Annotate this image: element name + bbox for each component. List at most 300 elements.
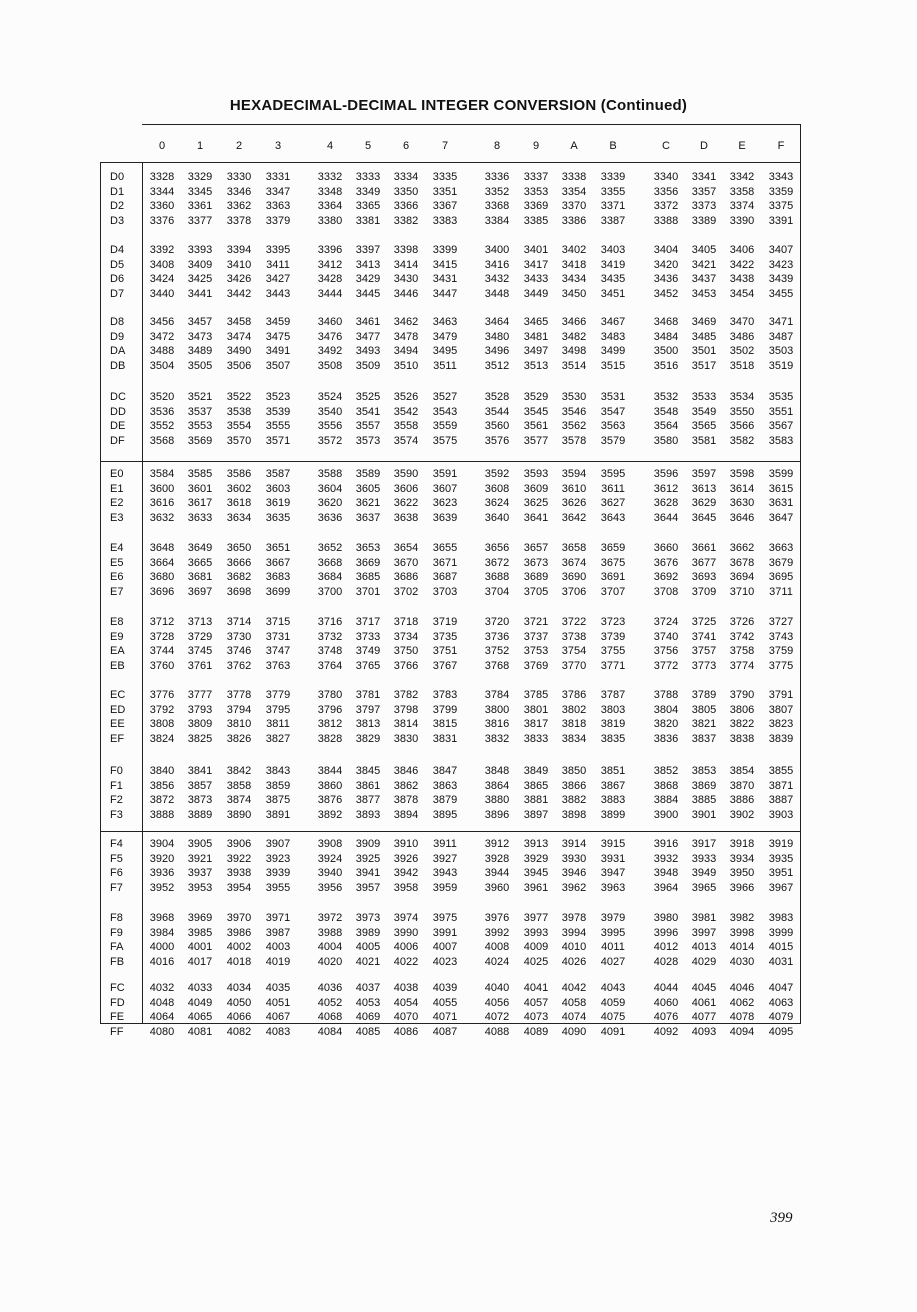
table-cell: 3882 xyxy=(561,794,587,807)
table-cell: 3421 xyxy=(691,258,717,271)
table-cell: 4037 xyxy=(355,982,381,994)
column-header: B xyxy=(609,140,617,152)
table-cell: 3768 xyxy=(484,659,510,672)
table-cell: 3518 xyxy=(729,359,755,372)
table-cell: 4094 xyxy=(729,1025,755,1038)
table-cell: 3924 xyxy=(317,852,343,865)
table-cell: 3342 xyxy=(729,171,755,183)
table-cell: 4049 xyxy=(187,996,213,1009)
table-cell: 3967 xyxy=(768,881,794,894)
table-cell: 3417 xyxy=(523,258,549,271)
table-cell: 3627 xyxy=(600,497,626,510)
table-cell: 3897 xyxy=(523,808,549,821)
table-cell: 3655 xyxy=(432,542,458,554)
table-cell: 3941 xyxy=(355,867,381,880)
table-cell: 3916 xyxy=(653,838,679,850)
table-cell: 3651 xyxy=(265,542,291,554)
table-cell: 3491 xyxy=(265,345,291,358)
table-cell: 3541 xyxy=(355,405,381,418)
table-cell: 4068 xyxy=(317,1011,343,1024)
table-cell: 3947 xyxy=(600,867,626,880)
table-cell: 3451 xyxy=(600,287,626,300)
table-cell: 3837 xyxy=(691,732,717,745)
table-cell: 4020 xyxy=(317,955,343,968)
table-cell: 3382 xyxy=(393,214,419,227)
table-cell: 4093 xyxy=(691,1025,717,1038)
table-cell: 3467 xyxy=(600,316,626,328)
table-cell: 3884 xyxy=(653,794,679,807)
table-cell: 3705 xyxy=(523,585,549,598)
table-cell: 4023 xyxy=(432,955,458,968)
table-cell: 3702 xyxy=(393,585,419,598)
table-cell: 3783 xyxy=(432,689,458,701)
table-cell: 3948 xyxy=(653,867,679,880)
table-cell: 3753 xyxy=(523,645,549,658)
table-cell: 3335 xyxy=(432,171,458,183)
table-cell: 3506 xyxy=(226,359,252,372)
table-cell: 3738 xyxy=(561,630,587,643)
table-cell: 3733 xyxy=(355,630,381,643)
conversion-table xyxy=(100,124,801,1038)
table-cell: 3863 xyxy=(432,779,458,792)
table-cell: 3888 xyxy=(149,808,175,821)
table-cell: 3621 xyxy=(355,497,381,510)
table-cell: 3465 xyxy=(523,316,549,328)
table-cell: 3524 xyxy=(317,391,343,403)
table-cell: 3644 xyxy=(653,511,679,524)
row-label: D8 xyxy=(110,316,125,328)
table-cell: 4046 xyxy=(729,982,755,994)
table-cell: 3463 xyxy=(432,316,458,328)
table-cell: 3587 xyxy=(265,468,291,480)
table-cell: 3806 xyxy=(729,703,755,716)
row-label: EB xyxy=(110,659,125,672)
table-cell: 3899 xyxy=(600,808,626,821)
table-cell: 3777 xyxy=(187,689,213,701)
table-cell: 3693 xyxy=(691,571,717,584)
row-label: E1 xyxy=(110,482,124,495)
table-cell: 3442 xyxy=(226,287,252,300)
table-cell: 3352 xyxy=(484,185,510,198)
column-header: 3 xyxy=(274,140,282,152)
table-cell: 3647 xyxy=(768,511,794,524)
table-cell: 3939 xyxy=(265,867,291,880)
table-cell: 4012 xyxy=(653,941,679,954)
table-cell: 3481 xyxy=(523,330,549,343)
table-cell: 3876 xyxy=(317,794,343,807)
table-cell: 3704 xyxy=(484,585,510,598)
table-cell: 4076 xyxy=(653,1011,679,1024)
table-cell: 3648 xyxy=(149,542,175,554)
table-cell: 4058 xyxy=(561,996,587,1009)
row-label: FE xyxy=(110,1011,125,1024)
table-cell: 3649 xyxy=(187,542,213,554)
table-cell: 3959 xyxy=(432,881,458,894)
table-cell: 3423 xyxy=(768,258,794,271)
table-cell: 4062 xyxy=(729,996,755,1009)
table-cell: 3963 xyxy=(600,881,626,894)
table-cell: 3460 xyxy=(317,316,343,328)
table-cell: 3724 xyxy=(653,616,679,628)
table-cell: 3478 xyxy=(393,330,419,343)
row-label: F8 xyxy=(110,912,123,924)
table-cell: 3960 xyxy=(484,881,510,894)
row-label: E7 xyxy=(110,585,124,598)
table-cell: 3904 xyxy=(149,838,175,850)
table-cell: 3653 xyxy=(355,542,381,554)
table-cell: 3781 xyxy=(355,689,381,701)
table-cell: 4048 xyxy=(149,996,175,1009)
table-cell: 3456 xyxy=(149,316,175,328)
table-cell: 3714 xyxy=(226,616,252,628)
table-cell: 3436 xyxy=(653,273,679,286)
table-cell: 3742 xyxy=(729,630,755,643)
table-cell: 3572 xyxy=(317,434,343,447)
table-cell: 3984 xyxy=(149,926,175,939)
table-cell: 3450 xyxy=(561,287,587,300)
table-cell: 3672 xyxy=(484,556,510,569)
table-cell: 3358 xyxy=(729,185,755,198)
table-cell: 3336 xyxy=(484,171,510,183)
table-cell: 3765 xyxy=(355,659,381,672)
table-cell: 4038 xyxy=(393,982,419,994)
table-cell: 3875 xyxy=(265,794,291,807)
table-cell: 3855 xyxy=(768,765,794,777)
table-cell: 3408 xyxy=(149,258,175,271)
table-cell: 3515 xyxy=(600,359,626,372)
table-cell: 3458 xyxy=(226,316,252,328)
table-cell: 3367 xyxy=(432,200,458,213)
table-cell: 3799 xyxy=(432,703,458,716)
table-cell: 3555 xyxy=(265,420,291,433)
table-cell: 3599 xyxy=(768,468,794,480)
table-cell: 3614 xyxy=(729,482,755,495)
table-cell: 3438 xyxy=(729,273,755,286)
row-label: D0 xyxy=(110,171,125,183)
table-cell: 3547 xyxy=(600,405,626,418)
table-cell: 3578 xyxy=(561,434,587,447)
table-cell: 3913 xyxy=(523,838,549,850)
table-cell: 3483 xyxy=(600,330,626,343)
table-cell: 3520 xyxy=(149,391,175,403)
table-cell: 3432 xyxy=(484,273,510,286)
table-cell: 3734 xyxy=(393,630,419,643)
table-cell: 3903 xyxy=(768,808,794,821)
column-header: A xyxy=(570,140,578,152)
table-cell: 3814 xyxy=(393,718,419,731)
table-cell: 3559 xyxy=(432,420,458,433)
table-cell: 3871 xyxy=(768,779,794,792)
table-cell: 3409 xyxy=(187,258,213,271)
table-cell: 3668 xyxy=(317,556,343,569)
table-cell: 3759 xyxy=(768,645,794,658)
table-cell: 4004 xyxy=(317,941,343,954)
table-cell: 3588 xyxy=(317,468,343,480)
table-cell: 3961 xyxy=(523,881,549,894)
table-cell: 4055 xyxy=(432,996,458,1009)
table-cell: 3605 xyxy=(355,482,381,495)
table-cell: 3629 xyxy=(691,497,717,510)
table-cell: 3455 xyxy=(768,287,794,300)
table-cell: 3925 xyxy=(355,852,381,865)
table-cell: 3535 xyxy=(768,391,794,403)
table-cell: 3908 xyxy=(317,838,343,850)
table-cell: 3349 xyxy=(355,185,381,198)
table-cell: 3938 xyxy=(226,867,252,880)
table-cell: 3932 xyxy=(653,852,679,865)
table-cell: 3692 xyxy=(653,571,679,584)
table-cell: 3978 xyxy=(561,912,587,924)
table-cell: 4063 xyxy=(768,996,794,1009)
table-cell: 3379 xyxy=(265,214,291,227)
table-cell: 3441 xyxy=(187,287,213,300)
table-cell: 3989 xyxy=(355,926,381,939)
table-cell: 3883 xyxy=(600,794,626,807)
table-cell: 3810 xyxy=(226,718,252,731)
table-cell: 3901 xyxy=(691,808,717,821)
table-cell: 3911 xyxy=(433,838,457,850)
table-cell: 4000 xyxy=(149,941,175,954)
table-cell: 4031 xyxy=(768,955,794,968)
table-cell: 3909 xyxy=(355,838,381,850)
row-label: D4 xyxy=(110,244,125,256)
table-cell: 3539 xyxy=(265,405,291,418)
table-cell: 3803 xyxy=(600,703,626,716)
table-cell: 3723 xyxy=(600,616,626,628)
table-cell: 3372 xyxy=(653,200,679,213)
table-cell: 4009 xyxy=(523,941,549,954)
table-cell: 3869 xyxy=(691,779,717,792)
table-cell: 3758 xyxy=(729,645,755,658)
column-header: 5 xyxy=(364,140,372,152)
table-cell: 3331 xyxy=(265,171,291,183)
row-label: D5 xyxy=(110,258,125,271)
column-header: 9 xyxy=(532,140,540,152)
row-label: F7 xyxy=(110,881,123,894)
table-cell: 3544 xyxy=(484,405,510,418)
table-cell: 3499 xyxy=(600,345,626,358)
table-cell: 3787 xyxy=(600,689,626,701)
table-cell: 4077 xyxy=(691,1011,717,1024)
table-cell: 3659 xyxy=(600,542,626,554)
table-cell: 3763 xyxy=(265,659,291,672)
table-cell: 3845 xyxy=(355,765,381,777)
table-cell: 3593 xyxy=(523,468,549,480)
table-cell: 3334 xyxy=(393,171,419,183)
column-header: 4 xyxy=(326,140,334,152)
row-label: DE xyxy=(110,420,126,433)
column-header: 2 xyxy=(235,140,243,152)
table-cell: 4005 xyxy=(355,941,381,954)
table-cell: 3464 xyxy=(484,316,510,328)
table-cell: 3646 xyxy=(729,511,755,524)
row-label: F6 xyxy=(110,867,123,880)
table-cell: 3472 xyxy=(149,330,175,343)
table-cell: 4091 xyxy=(600,1025,626,1038)
table-cell: 3818 xyxy=(561,718,587,731)
table-cell: 3636 xyxy=(317,511,343,524)
table-cell: 3470 xyxy=(729,316,755,328)
table-cell: 4085 xyxy=(355,1025,381,1038)
table-cell: 3488 xyxy=(149,345,175,358)
table-cell: 4069 xyxy=(355,1011,381,1024)
table-cell: 3497 xyxy=(523,345,549,358)
table-cell: 3625 xyxy=(523,497,549,510)
table-cell: 3401 xyxy=(523,244,549,256)
table-cell: 3749 xyxy=(355,645,381,658)
table-cell: 3398 xyxy=(393,244,419,256)
table-cell: 3641 xyxy=(523,511,549,524)
table-cell: 3962 xyxy=(561,881,587,894)
table-cell: 4075 xyxy=(600,1011,626,1024)
table-cell: 3484 xyxy=(653,330,679,343)
table-cell: 3832 xyxy=(484,732,510,745)
table-cell: 3618 xyxy=(226,497,252,510)
table-cell: 3434 xyxy=(561,273,587,286)
table-cell: 4018 xyxy=(226,955,252,968)
table-cell: 3816 xyxy=(484,718,510,731)
row-label: F1 xyxy=(110,779,123,792)
table-cell: 3804 xyxy=(653,703,679,716)
table-cell: 3807 xyxy=(768,703,794,716)
table-cell: 3735 xyxy=(432,630,458,643)
table-cell: 3949 xyxy=(691,867,717,880)
table-cell: 3453 xyxy=(691,287,717,300)
table-cell: 3396 xyxy=(317,244,343,256)
table-cell: 3480 xyxy=(484,330,510,343)
table-cell: 3751 xyxy=(432,645,458,658)
table-cell: 3891 xyxy=(265,808,291,821)
table-cell: 3422 xyxy=(729,258,755,271)
table-cell: 3523 xyxy=(265,391,291,403)
table-cell: 4071 xyxy=(432,1011,458,1024)
table-cell: 4029 xyxy=(691,955,717,968)
table-cell: 3784 xyxy=(484,689,510,701)
table-cell: 3839 xyxy=(768,732,794,745)
table-cell: 3546 xyxy=(561,405,587,418)
table-cell: 3416 xyxy=(484,258,510,271)
table-cell: 4011 xyxy=(601,941,625,954)
table-cell: 3885 xyxy=(691,794,717,807)
table-cell: 3677 xyxy=(691,556,717,569)
table-cell: 3719 xyxy=(432,616,458,628)
table-cell: 3889 xyxy=(187,808,213,821)
table-cell: 4056 xyxy=(484,996,510,1009)
table-cell: 3789 xyxy=(691,689,717,701)
table-cell: 3772 xyxy=(653,659,679,672)
table-cell: 3609 xyxy=(523,482,549,495)
table-cell: 3862 xyxy=(393,779,419,792)
table-cell: 3433 xyxy=(523,273,549,286)
table-cell: 3577 xyxy=(523,434,549,447)
table-cell: 3591 xyxy=(432,468,458,480)
table-cell: 3526 xyxy=(393,391,419,403)
table-cell: 4043 xyxy=(600,982,626,994)
table-cell: 4092 xyxy=(653,1025,679,1038)
table-cell: 3985 xyxy=(187,926,213,939)
table-cell: 3530 xyxy=(561,391,587,403)
table-cell: 3542 xyxy=(393,405,419,418)
table-cell: 3983 xyxy=(768,912,794,924)
table-cell: 3808 xyxy=(149,718,175,731)
row-label: DC xyxy=(110,391,126,403)
table-cell: 3812 xyxy=(317,718,343,731)
table-cell: 4002 xyxy=(226,941,252,954)
table-cell: 3827 xyxy=(265,732,291,745)
table-cell: 3950 xyxy=(729,867,755,880)
table-cell: 3381 xyxy=(355,214,381,227)
row-label: D9 xyxy=(110,330,125,343)
table-cell: 3696 xyxy=(149,585,175,598)
table-cell: 3905 xyxy=(187,838,213,850)
table-cell: 3822 xyxy=(729,718,755,731)
table-cell: 4070 xyxy=(393,1011,419,1024)
table-cell: 3339 xyxy=(600,171,626,183)
table-cell: 3665 xyxy=(187,556,213,569)
table-cell: 3934 xyxy=(729,852,755,865)
table-cell: 3550 xyxy=(729,405,755,418)
row-label: EA xyxy=(110,645,125,658)
table-cell: 4090 xyxy=(561,1025,587,1038)
table-cell: 3363 xyxy=(265,200,291,213)
table-cell: 3637 xyxy=(355,511,381,524)
table-cell: 3831 xyxy=(432,732,458,745)
table-cell: 3998 xyxy=(729,926,755,939)
table-cell: 3836 xyxy=(653,732,679,745)
table-cell: 3730 xyxy=(226,630,252,643)
table-cell: 3971 xyxy=(265,912,291,924)
table-cell: 3707 xyxy=(600,585,626,598)
table-cell: 3880 xyxy=(484,794,510,807)
table-cell: 3951 xyxy=(768,867,794,880)
table-cell: 3498 xyxy=(561,345,587,358)
table-cell: 3866 xyxy=(561,779,587,792)
column-header: C xyxy=(662,140,670,152)
table-cell: 3748 xyxy=(317,645,343,658)
table-cell: 3370 xyxy=(561,200,587,213)
table-cell: 3741 xyxy=(691,630,717,643)
row-label: F4 xyxy=(110,838,123,850)
table-cell: 3565 xyxy=(691,420,717,433)
table-cell: 4086 xyxy=(393,1025,419,1038)
table-cell: 3634 xyxy=(226,511,252,524)
table-cell: 3496 xyxy=(484,345,510,358)
table-cell: 3664 xyxy=(149,556,175,569)
table-cell: 3392 xyxy=(149,244,175,256)
table-cell: 3643 xyxy=(600,511,626,524)
column-header: 1 xyxy=(196,140,204,152)
table-cell: 3687 xyxy=(432,571,458,584)
table-cell: 4039 xyxy=(432,982,458,994)
table-cell: 3495 xyxy=(432,345,458,358)
table-cell: 4088 xyxy=(484,1025,510,1038)
table-cell: 3754 xyxy=(561,645,587,658)
table-cell: 3685 xyxy=(355,571,381,584)
row-label: E8 xyxy=(110,616,124,628)
table-cell: 3517 xyxy=(691,359,717,372)
table-cell: 3956 xyxy=(317,881,343,894)
table-cell: 3917 xyxy=(691,838,717,850)
table-cell: 3414 xyxy=(393,258,419,271)
table-cell: 3474 xyxy=(226,330,252,343)
table-cell: 3549 xyxy=(691,405,717,418)
table-cell: 4024 xyxy=(484,955,510,968)
table-cell: 3900 xyxy=(653,808,679,821)
table-cell: 3700 xyxy=(317,585,343,598)
table-cell: 3500 xyxy=(653,345,679,358)
table-cell: 3329 xyxy=(187,171,213,183)
table-cell: 4074 xyxy=(561,1011,587,1024)
